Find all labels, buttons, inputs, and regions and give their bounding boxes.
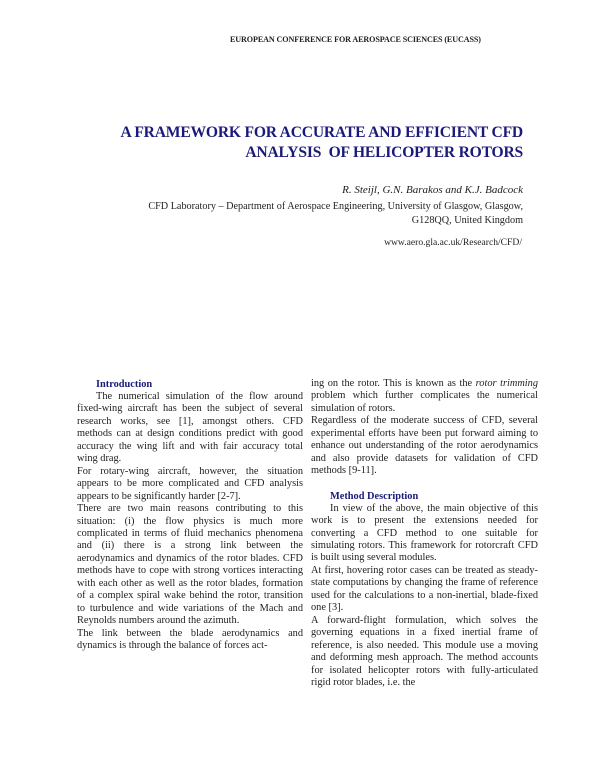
method-paragraph-1: In view of the above, the main objective of this work is to present the extensions needed for converting a CFD method to one suitable for simulating rotors. This framework for rotorcraft CFD is built using several modules. (311, 502, 538, 564)
method-paragraph-2: At first, hovering rotor cases can be treated as steady-state computations by changing the frame of reference used for the calculations to a non-inertial, blade-fixed one [3]. (311, 564, 538, 614)
paper-title (43, 123, 523, 163)
intro-paragraph-2: For rotary-wing aircraft, however, the situation appears to be more complicated and CFD analysis appears to be significantly harder [2-7]. (77, 465, 303, 502)
affiliation-line-1: CFD Laboratory – Department of Aerospace Engineering, University of Glasgow, Glasgow, (148, 201, 523, 212)
left-column (77, 378, 303, 653)
intro-paragraph-4-text: The link between the blade aerodynamics and dynamics is through the balance of forces act- (77, 627, 303, 652)
paper-affiliation (63, 200, 523, 228)
running-header: EUROPEAN CONFERENCE FOR AEROSPACE SCIENCES (EUCASS) (230, 35, 481, 44)
intro-paragraph-4-start (77, 628, 303, 653)
right-column (311, 378, 538, 689)
method-paragraph-3: A forward-flight formulation, which solves the governing equations in a fixed inertial frame of reference, is also needed. This module use a moving and deforming mesh approach. The method accounts for isolated helicopter rotors with fully-articulated rigid rotor blades, i.e. the (311, 614, 538, 688)
intro-paragraph-1: The numerical simulation of the flow around fixed-wing aircraft has been the subject of several research works, see [1], amongst others. CFD methods can at design conditions predict with good accuracy the wing lift and with fair accuracy total wing drag. (77, 391, 303, 465)
intro-paragraph-4-cont-a: ing on the rotor. This is known as the (311, 378, 476, 389)
intro-paragraph-3: There are two main reasons contributing to this situation: (i) the flow physics is much more complicated in terms of fluid mechanics phenomena and (ii) there is a strong link between the aerodynamics and dynamics of the rotor blades. CFD methods have to cope with strong vortices interacting with each other as well as the rotor blades, formation of a complex spiral wake behind the rotor, transition to turbulence and wide variations of the Mach and Reynolds numbers around the azimuth. (77, 503, 303, 627)
intro-paragraph-4-continued (311, 378, 538, 415)
intro-paragraph-5: Regardless of the moderate success of CFD, several experimental efforts have been put forward aiming to enhance out understanding of the rotor aerodynamics and also provide datasets for validation of CFD methods [9-11]. (311, 415, 538, 477)
affiliation-line-2: G128QQ, United Kingdom (411, 215, 523, 226)
section-heading-introduction: Introduction (96, 379, 153, 390)
paper-title-line-2: ANALYSIS OF HELICOPTER ROTORS (245, 144, 523, 161)
section-heading-method-description: Method Description (330, 490, 419, 502)
paper-authors: R. Steijl, G.N. Barakos and K.J. Badcock (342, 184, 523, 196)
section-spacer (311, 478, 538, 490)
intro-paragraph-4-cont-b: problem which further complicates the numerical simulation of rotors. (311, 390, 538, 414)
paper-title-line-1: A FRAMEWORK FOR ACCURATE AND EFFICIENT CFD (120, 124, 523, 141)
rotor-trimming-term: rotor trimming (475, 378, 539, 389)
website-link[interactable]: www.aero.gla.ac.uk/Research/CFD/ (384, 237, 522, 248)
